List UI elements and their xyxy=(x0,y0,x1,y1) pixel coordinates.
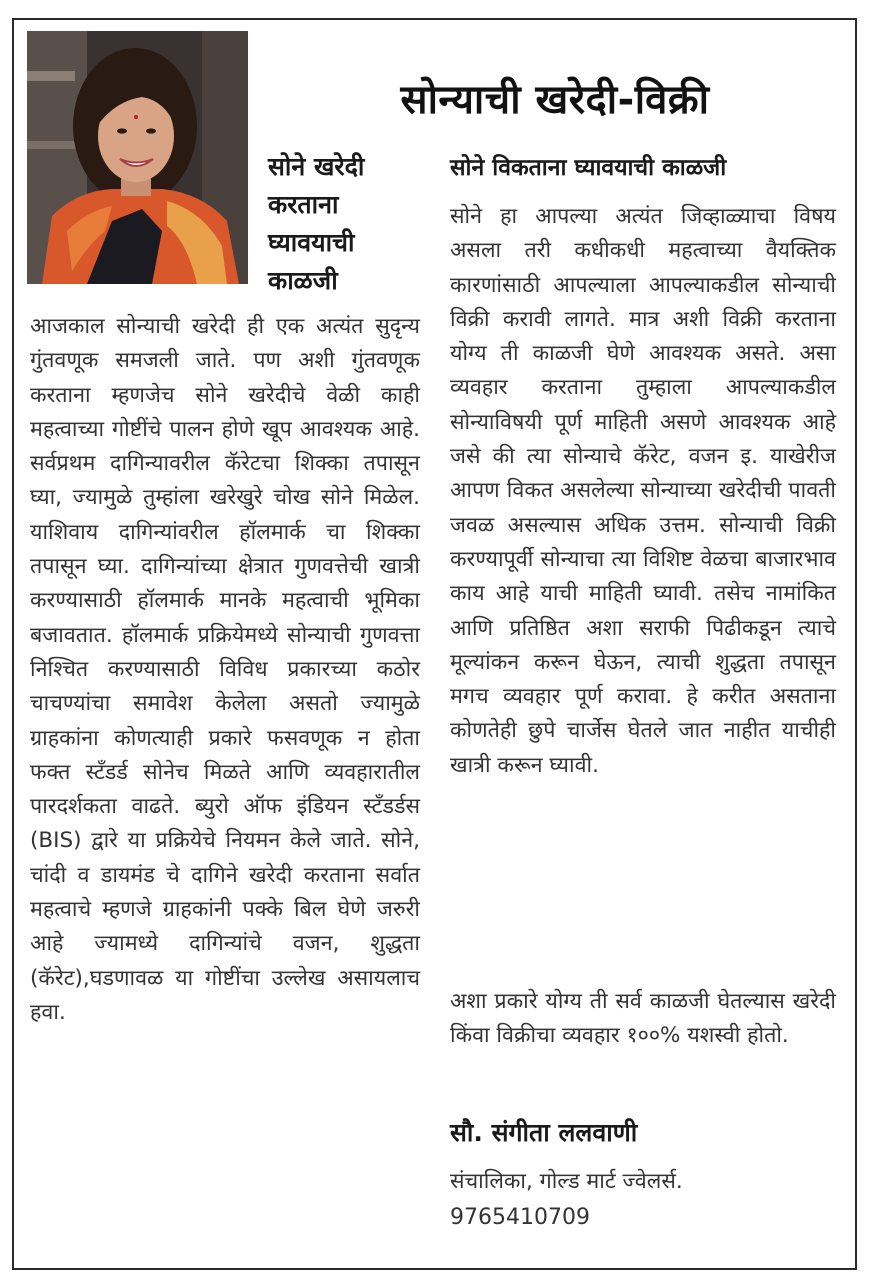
article-title: सोन्याची खरेदी-विक्री xyxy=(400,77,710,123)
buying-section-body: आजकाल सोन्याची खरेदी ही एक अत्यंत सुदृन्य गुंतवणूक समजली जाते. पण अशी गुंतवणूक करताना म्हणजेच सोने खरेदीचे वेळी काही महत्वाच्या गोष्टींचे पालन होणे खूप आवश्यक आहे. सर्वप्रथम दागिन्यावरील कॅरेटचा शिक्का तपासून घ्या, ज्यामुळे तुम्हांला खरेखुरे चोख सोने मिळेल. याशिवाय दागिन्यांवरील हॉलमार्क चा शिक्का तपासून घ्या. दागिन्यांच्या क्षेत्रात गुणवत्तेची खात्री करण्यासाठी हॉलमार्क मानके महत्वाची भूमिका बजावतात. हॉलमार्क प्रक्रियेमध्ये सोन्याची गुणवत्ता निश्चित करण्यासाठी विविध प्रकारच्या कठोर चाचण्यांचा समावेश केलेला असतो ज्यामुळे ग्राहकांना कोणत्याही प्रकारे फसवणूक न होता फक्त स्टँडर्ड सोनेच मिळते आणि व्यवहारातील पारदर्शकता वाढते. ब्युरो ऑफ इंडियन स्टँडर्डस (BIS) द्वारे या प्रक्रियेचे नियमन केले जाते. सोने, चांदी व डायमंड चे दागिने खरेदी करताना सर्वात महत्वाचे म्हणजे ग्राहकांनी पक्के बिल घेणे जरुरी आहे ज्यामध्ये दागिन्यांचे वजन, शुद्धता (कॅरेट),घडणावळ या गोष्टींचा उल्लेख असायलाच हवा. xyxy=(30,314,420,1025)
selling-section-body: सोने हा आपल्या अत्यंत जिव्हाळ्याचा विषय असला तरी कधीकधी महत्वाच्या वैयक्तिक कारणांसाठी आपल्याला आपल्याकडील सोन्याची विक्री करावी लागते. मात्र अशी विक्री करताना योग्य ती काळजी घेणे आवश्यक असते. असा व्यवहार करताना तुम्हाला आपल्याकडील सोन्याविषयी पूर्ण माहिती असणे आवश्यक आहे जसे की त्या सोन्याचे कॅरेट, वजन इ. याखेरीज आपण विकत असलेल्या सोन्याच्या खरेदीची पावती जवळ असल्यास अधिक उत्तम. सोन्याची विक्री करण्यापूर्वी सोन्याचा त्या विशिष्ट वेळचा बाजारभाव काय आहे याची माहिती घ्यावी. तसेच नामांकित आणि प्रतिष्ठित अशा सराफी पिढीकडून त्याचे मूल्यांकन करून घेऊन, त्याची शुद्धता तपासून मगच व्यवहार पूर्ण करावा. हे करीत असताना कोणतेही छुपे चार्जेस घेतले जात नाहीत याचीही खात्री करून घ्यावी. xyxy=(450,204,836,778)
author-role: संचालिका, गोल्ड मार्ट ज्वेलर्स. xyxy=(450,1169,683,1194)
conclusion-paragraph: अशा प्रकारे योग्य ती सर्व काळजी घेतल्यास खरेदी किंवा विक्रीचा व्यवहार १००% यशस्वी होतो. xyxy=(450,989,836,1049)
selling-section-heading: सोने विकताना घ्यावयाची काळजी xyxy=(450,155,727,181)
buying-section-heading: सोने खरेदी करताना घ्यावयाची काळजी xyxy=(268,152,365,295)
author-phone: 9765410709 xyxy=(450,1205,590,1230)
author-name: सौ. संगीता ललवाणी xyxy=(450,1118,638,1147)
author-photo xyxy=(27,31,248,284)
